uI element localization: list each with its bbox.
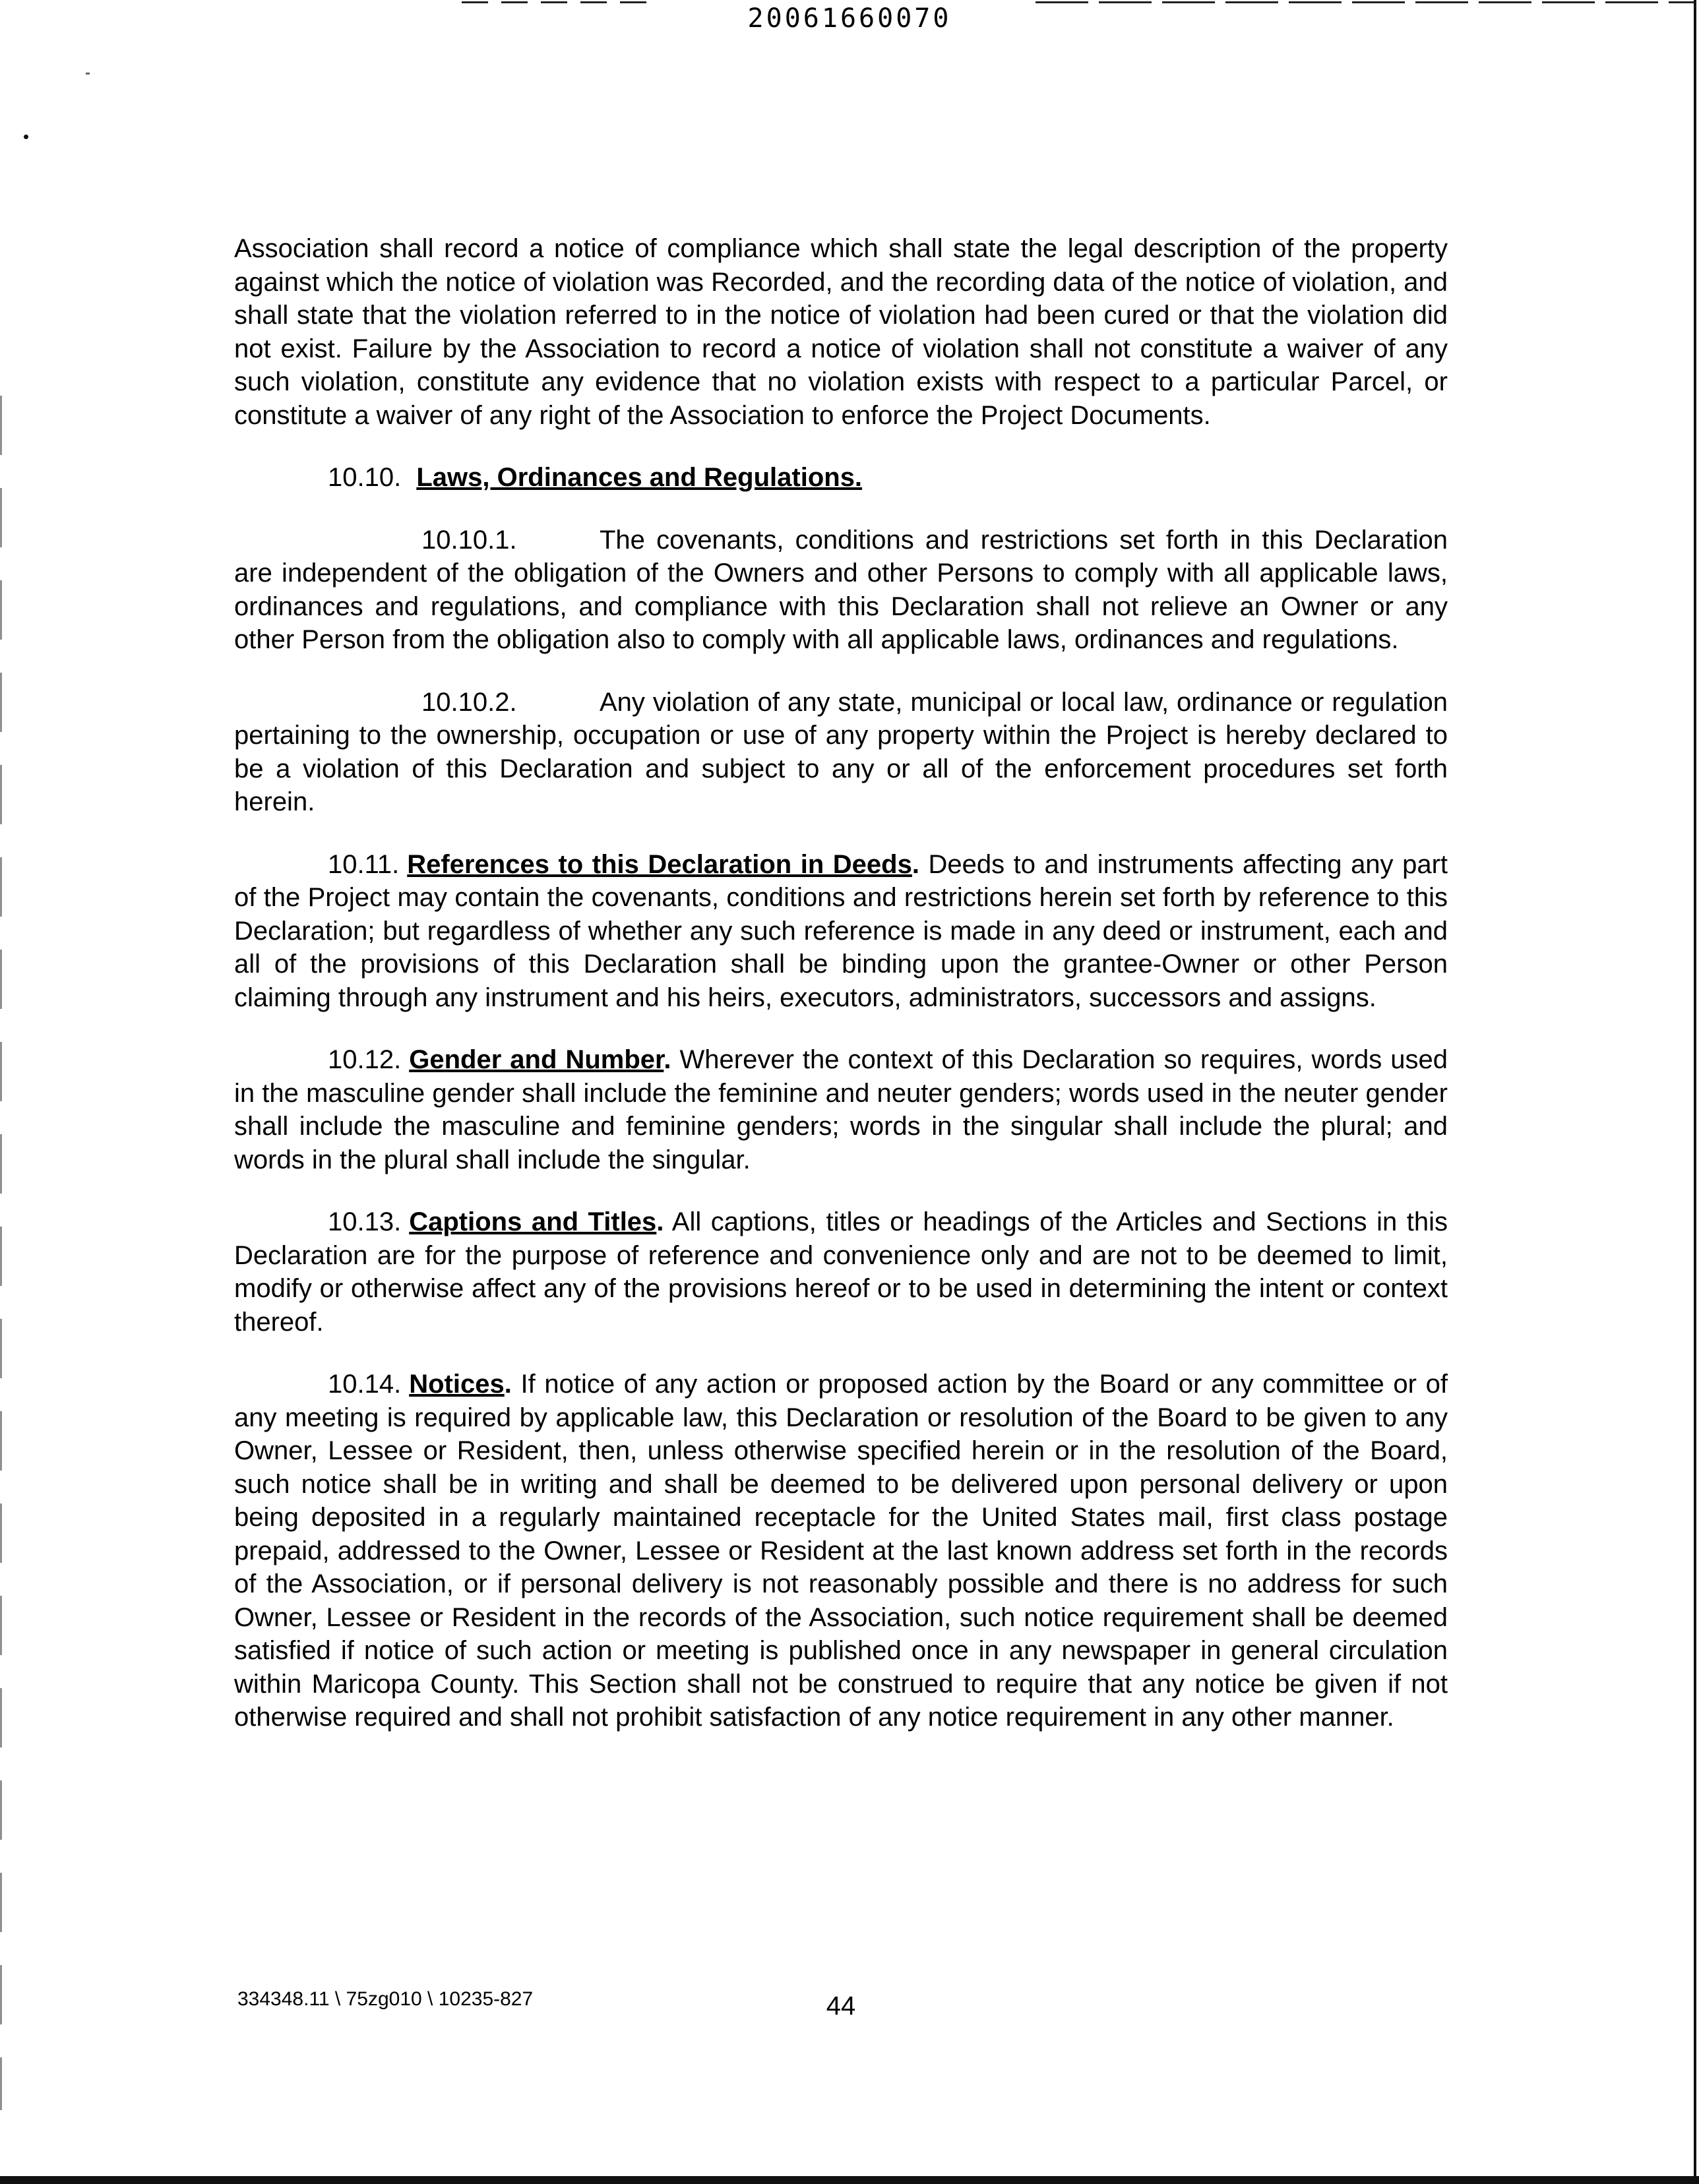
section-10-12: 10.12. Gender and Number. Wherever the context of this Declaration so requires, words used in the masculine gender shall include the feminine and neuter genders; words used in the neuter gender shall include the masculine and feminine genders; words in the singular shall include the plural; and words in the plural shall include the singular. bbox=[234, 1043, 1448, 1176]
scan-artifact bbox=[0, 396, 2, 2110]
scan-artifact bbox=[86, 73, 90, 75]
section-text: Any violation of any state, municipal or local law, ordinance or regulation pertaining to the ownership, occupation or use of any property within the Project is hereby declared to be a violation of this Declaration and subject to any or all of the enforcement procedures set forth herein. bbox=[234, 687, 1448, 816]
section-heading: References to this Declaration in Deeds bbox=[407, 849, 912, 879]
section-text: The covenants, conditions and restrictions set forth in this Declaration are independent of the obligation of the Owners and other Persons to comply with all applicable laws, ordinances and regulations, and compliance with this Declaration shall not relieve an Owner or any other Person from the obligation also to comply with all applicable laws, ordinances and regulations. bbox=[234, 525, 1448, 654]
section-text: All captions, titles or headings of the Articles and Sections in this Declaration are for the purpose of reference and convenience only and are not to be deemed to limit, modify or otherwise affect any of the provisions hereof or to be used in determining the intent or context thereof. bbox=[234, 1207, 1448, 1337]
section-number: 10.10.2. bbox=[421, 687, 517, 717]
section-heading: Laws, Ordinances and Regulations. bbox=[416, 463, 863, 492]
section-text: If notice of any action or proposed action by the Board or any committee or of any meeting is required by applicable law, this Declaration or resolution of the Board to be given to any Owner, Lessee or Resident, then, unless otherwise specified herein or in the resolution of the Board, such notice shall be in writing and shall be deemed to be delivered upon personal delivery or upon being deposited in a regularly maintained receptacle for the United States mail, first class postage prepaid, addressed to the Owner, Lessee or Resident at the last known address set forth in the records of the Association, or if personal delivery is not reasonably possible and there is no address for such Owner, Lessee or Resident in the records of the Association, such notice requirement shall be deemed satisfied if notice of such action or meeting is published once in any newspaper in general circulation within Maricopa County. This Section shall not be construed to require that any notice be given if not otherwise required and shall not prohibit satisfaction of any notice requirement in any other manner. bbox=[234, 1370, 1448, 1732]
section-10-13: 10.13. Captions and Titles. All captions, titles or headings of the Articles and Sections in this Declaration are for the purpose of reference and convenience only and are not to be deemed to limit, modify or otherwise affect any of the provisions hereof or to be used in determining the intent or context thereof. bbox=[234, 1205, 1448, 1339]
section-10-10 bbox=[234, 461, 1448, 495]
section-number: 10.14. bbox=[328, 1370, 402, 1399]
section-number: 10.12. bbox=[328, 1045, 402, 1074]
section-10-10-1 bbox=[234, 524, 1448, 657]
page-number: 44 bbox=[826, 1991, 856, 2020]
scan-artifact bbox=[24, 135, 28, 139]
document-number: 20061660070 bbox=[747, 3, 952, 34]
section-10-14: 10.14. Notices. If notice of any action or proposed action by the Board or any committee or of any meeting is required by applicable law, this Declaration or resolution of the Board to be given to any Owner, Lessee or Resident, then, unless otherwise specified herein or in the resolution of the Board, such notice shall be in writing and shall be deemed to be delivered upon personal delivery or upon being deposited in a regularly maintained receptacle for the United States mail, first class postage prepaid, addressed to the Owner, Lessee or Resident at the last known address set forth in the records of the Association, or if personal delivery is not reasonably possible and there is no address for such Owner, Lessee or Resident in the records of the Association, such notice requirement shall be deemed satisfied if notice of such action or meeting is published once in any newspaper in general circulation within Maricopa County. This Section shall not be construed to require that any notice be given if not otherwise required and shall not prohibit satisfaction of any notice requirement in any other manner. bbox=[234, 1368, 1448, 1734]
document-body bbox=[234, 232, 1448, 1763]
section-number: 10.13. bbox=[328, 1207, 402, 1236]
section-number: 10.11. bbox=[328, 849, 400, 879]
section-number: 10.10.1. bbox=[421, 525, 517, 555]
footer-document-code: 334348.11 \ 75zg010 \ 10235-827 bbox=[237, 1988, 534, 2010]
section-heading: Notices bbox=[409, 1370, 505, 1399]
section-text: Wherever the context of this Declaration so requires, words used in the masculine gender shall include the feminine and neuter genders; words used in the neuter gender shall include the masculine and feminine genders; words in the singular shall include the plural; and words in the plural shall include the singular. bbox=[234, 1045, 1448, 1174]
section-text: Deeds to and instruments affecting any part of the Project may contain the covenants, conditions and restrictions herein set forth by reference to this Declaration; but regardless of whether any such reference is made in any deed or instrument, each and all of the provisions of this Declaration shall be binding upon the grantee-Owner or other Person claiming through any instrument and his heirs, executors, administrators, successors and assigns. bbox=[234, 849, 1448, 1012]
section-number: 10.10. bbox=[328, 463, 402, 492]
section-10-10-2 bbox=[234, 686, 1448, 819]
section-heading: Gender and Number bbox=[409, 1045, 664, 1074]
paragraph-intro: Association shall record a notice of compliance which shall state the legal description of the property against which the notice of violation was Recorded, and the recording data of the notice of violation, and shall state that the violation referred to in the notice of violation had been cured or that the violation did not exist. Failure by the Association to record a notice of violation shall not constitute a waiver of any such violation, constitute any evidence that no violation exists with respect to a particular Parcel, or constitute a waiver of any right of the Association to enforce the Project Documents. bbox=[234, 234, 1448, 430]
scan-edge bbox=[0, 2176, 1699, 2184]
scan-edge bbox=[1694, 0, 1696, 2184]
section-10-11: 10.11. References to this Declaration in Deeds. Deeds to and instruments affecting any part of the Project may contain the covenants, conditions and restrictions herein set forth by reference to this Declaration; but regardless of whether any such reference is made in any deed or instrument, each and all of the provisions of this Declaration shall be binding upon the grantee-Owner or other Person claiming through any instrument and his heirs, executors, administrators, successors and assigns. bbox=[234, 848, 1448, 1015]
section-heading: Captions and Titles bbox=[409, 1207, 657, 1236]
